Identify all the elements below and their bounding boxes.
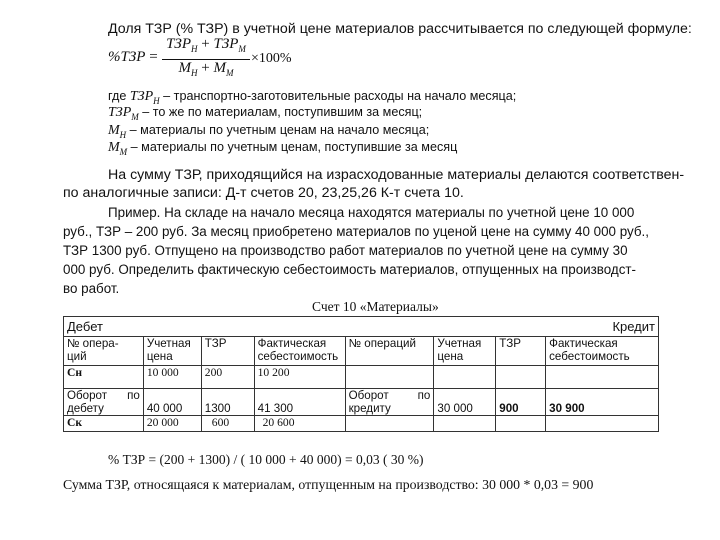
cell-sn-tzr: 200 xyxy=(201,366,254,389)
table-row-closing-balance xyxy=(64,416,659,432)
table-row-opening-balance xyxy=(64,366,659,389)
account-table xyxy=(63,316,659,432)
table-row-turnover xyxy=(64,389,659,416)
cell-ob-label: Оборот по дебету xyxy=(64,389,144,416)
cell-sk-tzr: 600 xyxy=(201,416,254,432)
formula-fraction: $ТЗР_Н + ТЗР_М$ $М_Н + М_М$ xyxy=(162,36,250,82)
cell-sn-actual: 10 200 xyxy=(254,366,345,389)
calc-line: % ТЗР = (200 + 1300) / ( 10 000 + 40 000) = 0,03 ( 30 %) xyxy=(108,452,424,467)
example-line-3: ТЗР 1300 руб. Отпущено на производство работ материалов по учетной цене на сумму 30 xyxy=(63,243,628,258)
formula-multiplier: ×100% xyxy=(251,51,292,66)
formula-lhs: %ТЗР = xyxy=(108,49,158,65)
para2-line2: по аналогичные записи: Д-т счетов 20, 23,25,26 К-т счета 10. xyxy=(63,185,464,201)
debit-label: Дебет xyxy=(67,319,103,334)
col-tzr-credit: ТЗР xyxy=(496,337,546,366)
cell-sn-label: Сн xyxy=(64,366,144,389)
example-line-1: Пример. На складе на начало месяца находятся материалы по учетной цене 10 000 xyxy=(108,205,635,220)
para2-line1: На сумму ТЗР, приходящийся на израсходованные материалы делаются соответствен- xyxy=(108,167,685,183)
example-line-4: 000 руб. Определить фактическую себестоимость материалов, отпущенных на производст- xyxy=(63,262,636,277)
col-tzr: ТЗР xyxy=(201,337,254,366)
credit-label: Кредит xyxy=(612,319,655,334)
cell-sn-price: 10 000 xyxy=(143,366,201,389)
col-price: Учетная цена xyxy=(143,337,201,366)
table-columns-row xyxy=(64,337,659,366)
cell-ob-actual: 41 300 xyxy=(254,389,345,416)
cell-ob-price-credit: 30 000 xyxy=(434,389,496,416)
col-actual: Фактическая себестоимость xyxy=(254,337,345,366)
cell-sk-label: Ск xyxy=(64,416,144,432)
col-ops-credit: № операций xyxy=(345,337,434,366)
table-header-row xyxy=(64,317,659,337)
result-line: Сумма ТЗР, относящаяся к материалам, отпущенным на производство: 30 000 * 0,03 = 900 xyxy=(63,477,594,492)
cell-sk-actual: 20 600 xyxy=(254,416,345,432)
cell-ob-actual-credit: 30 900 xyxy=(546,389,659,416)
definition-tzr-m: $ТЗР_М$ – то же по материалам, поступившим за месяц; xyxy=(108,105,423,122)
table-title: Счет 10 «Материалы» xyxy=(312,299,439,314)
cell-ob-tzr: 1300 xyxy=(201,389,254,416)
example-line-5: во работ. xyxy=(63,281,120,296)
intro-text: Доля ТЗР (% ТЗР) в учетной цене материалов рассчитывается по следующей формуле: xyxy=(108,21,692,37)
col-ops: № опера- ций xyxy=(64,337,144,366)
col-price-credit: Учетная цена xyxy=(434,337,496,366)
cell-sk-price: 20 000 xyxy=(143,416,201,432)
cell-ob-price: 40 000 xyxy=(143,389,201,416)
definition-m-n: $М_Н$ – материалы по учетным ценам на начало месяца; xyxy=(108,123,430,140)
cell-ob-label-credit: Оборот по кредиту xyxy=(345,389,434,416)
cell-ob-tzr-credit: 900 xyxy=(496,389,546,416)
col-actual-credit: Фактическая себестоимость xyxy=(546,337,659,366)
definition-tzr-n: где $ТЗР_Н$ – транспортно-заготовительные расходы на начало месяца; xyxy=(108,89,517,106)
definition-m-m: $М_М$ – материалы по учетным ценам, поступившие за месяц xyxy=(108,140,458,157)
example-line-2: руб., ТЗР – 200 руб. За месяц приобретено материалов по уценой цене на сумму 40 000 руб., xyxy=(63,224,649,239)
